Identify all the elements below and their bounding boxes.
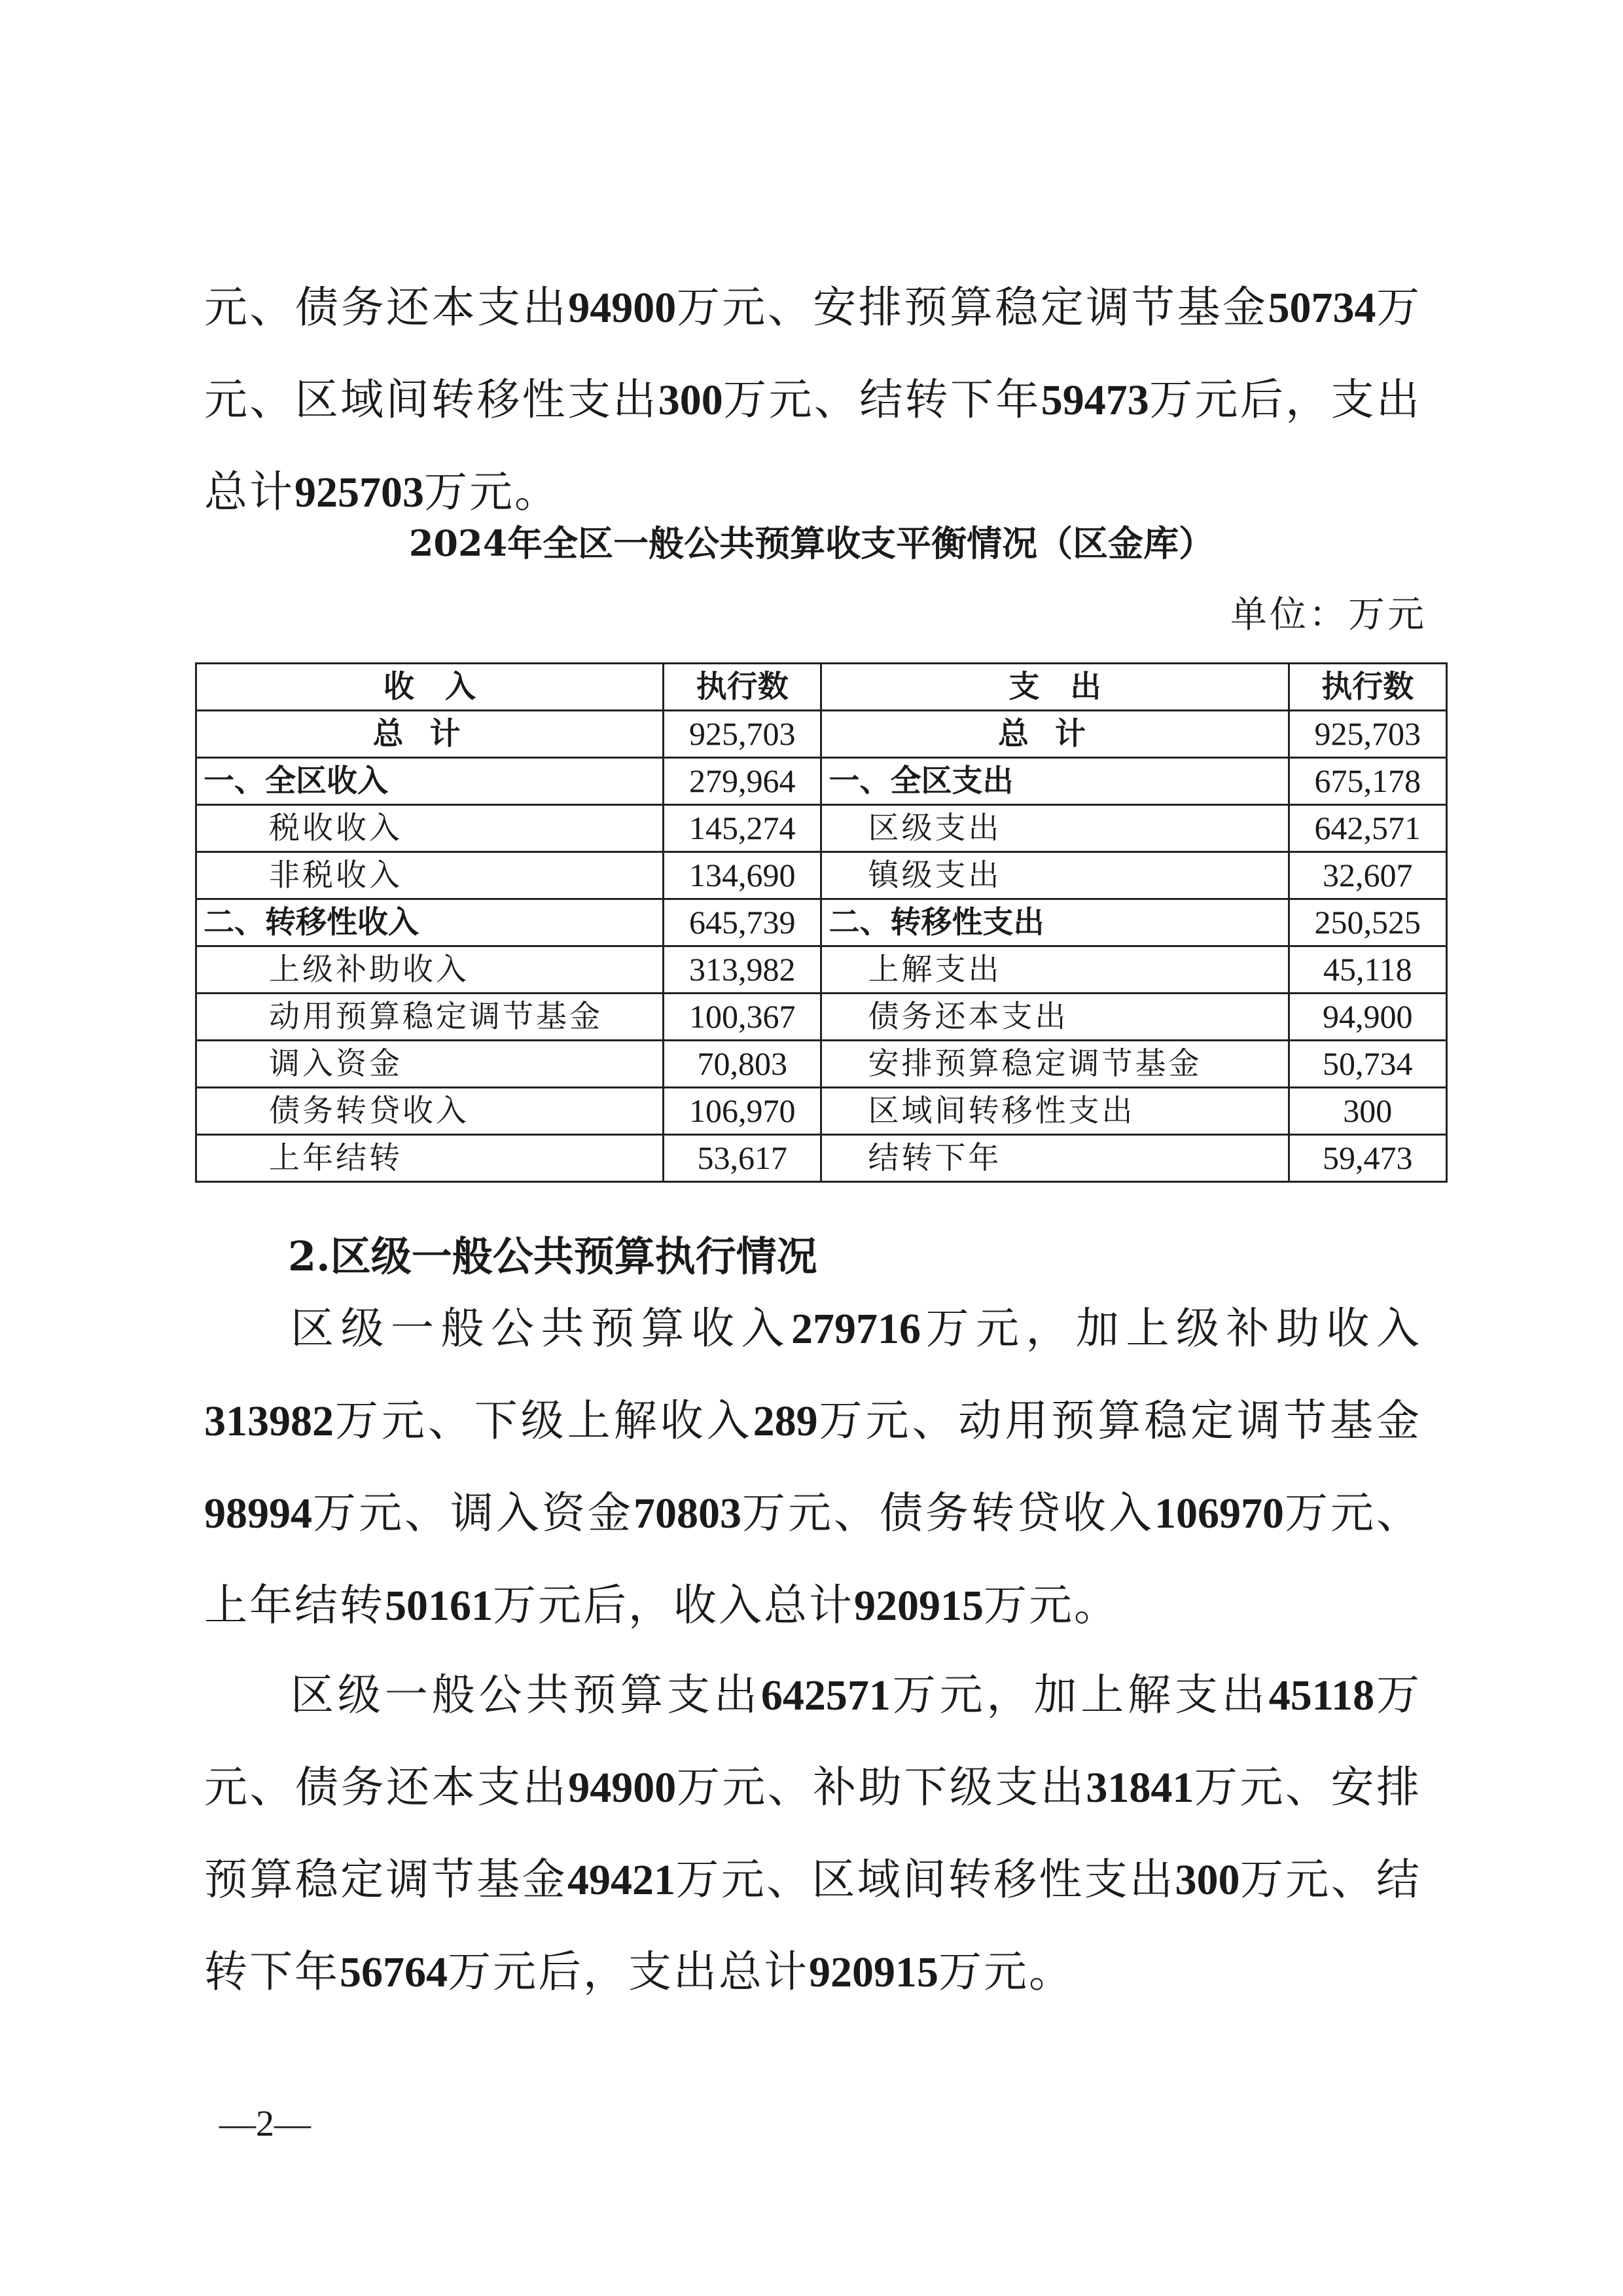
- paragraph-text: 万元。: [984, 1580, 1119, 1630]
- paragraph-number: 642571: [760, 1672, 891, 1719]
- table-row: [196, 852, 1447, 899]
- paragraph-text: 万元、动用预算稳定调节基金: [817, 1395, 1422, 1446]
- table-row: [196, 758, 1447, 805]
- paragraph-number: 70803: [633, 1490, 741, 1537]
- expense-item-value: 45,118: [1289, 946, 1446, 994]
- paragraph-number: 300: [658, 376, 723, 424]
- income-item-value: 645,739: [664, 899, 821, 946]
- paragraph-text: 万元、上年结转: [204, 1488, 1421, 1630]
- paragraph-text: 万元、安排预算稳定调节基金: [676, 282, 1268, 332]
- income-item-value: 313,982: [664, 946, 821, 994]
- budget-balance-table: [195, 662, 1448, 1183]
- paragraph-text: 万元后，收入总计: [493, 1580, 854, 1630]
- income-item-label: 二、转移性收入: [196, 899, 664, 946]
- expense-item-label: 债务还本支出: [821, 994, 1289, 1041]
- header-income: 收 入: [196, 664, 664, 711]
- expense-item-value: 300: [1289, 1088, 1446, 1135]
- total-income-label: 总计: [196, 711, 664, 758]
- paragraph-text: 区级一般公共预算支出: [291, 1670, 761, 1720]
- expense-item-value: 59,473: [1289, 1135, 1446, 1182]
- paragraph-expense: [204, 1649, 1421, 2018]
- paragraph-number: 279716: [791, 1305, 921, 1353]
- paragraph-number: 50734: [1268, 284, 1376, 332]
- income-item-label: 债务转贷收入: [196, 1088, 664, 1135]
- paragraph-number: 300: [1175, 1856, 1240, 1904]
- header-expense-amount: 执行数: [1289, 664, 1446, 711]
- paragraph-number: 289: [753, 1397, 818, 1445]
- expense-item-value: 94,900: [1289, 994, 1446, 1041]
- top-paragraph: [204, 262, 1421, 539]
- header-income-amount: 执行数: [664, 664, 821, 711]
- paragraph-text: 万元，加上解支出: [890, 1670, 1269, 1720]
- income-item-value: 70,803: [664, 1041, 821, 1088]
- income-item-value: 53,617: [664, 1135, 821, 1182]
- paragraph-number: 106970: [1154, 1490, 1284, 1537]
- paragraph-number: 50161: [385, 1582, 493, 1630]
- paragraph-text: 万元。: [938, 1946, 1074, 1997]
- paragraph-number: 94900: [568, 1764, 677, 1812]
- table-row: [196, 946, 1447, 994]
- income-item-label: 调入资金: [196, 1041, 664, 1088]
- expense-item-value: 642,571: [1289, 805, 1446, 852]
- income-item-label: 非税收入: [196, 852, 664, 899]
- paragraph-number: 31841: [1086, 1764, 1194, 1812]
- table-row: [196, 1088, 1447, 1135]
- expense-item-label: 上解支出: [821, 946, 1289, 994]
- total-expense-value: 925,703: [1289, 711, 1446, 758]
- paragraph-number: 49421: [567, 1856, 675, 1904]
- paragraph-text: 万元、结转下年: [204, 1854, 1421, 1997]
- income-item-label: 上年结转: [196, 1135, 664, 1182]
- paragraph-number: 920915: [809, 1948, 938, 1996]
- paragraph-text: 万元、补助下级支出: [676, 1762, 1086, 1812]
- paragraph-text: 万元、债务转贷收入: [741, 1488, 1154, 1538]
- expense-item-value: 250,525: [1289, 899, 1446, 946]
- expense-item-value: 32,607: [1289, 852, 1446, 899]
- paragraph-text: 万元后，支出总计: [448, 1946, 809, 1997]
- paragraph-number: 920915: [854, 1582, 984, 1630]
- paragraph-text: 万元、调入资金: [312, 1488, 633, 1538]
- paragraph-text: 万元，加上级补助收入: [921, 1303, 1421, 1354]
- income-item-label: 税收收入: [196, 805, 664, 852]
- section-heading: 2.区级一般公共预算执行情况: [288, 1232, 817, 1280]
- paragraph-number: 56764: [340, 1948, 448, 1996]
- paragraph-number: 98994: [204, 1490, 312, 1537]
- paragraph-income: [204, 1283, 1421, 1652]
- paragraph-text: 万元后，支出总计: [204, 374, 1421, 517]
- table-row: [196, 1135, 1447, 1182]
- expense-item-label: 安排预算稳定调节基金: [821, 1041, 1289, 1088]
- table-unit: 单位：万元: [1230, 594, 1427, 636]
- table-total-row: [196, 711, 1447, 758]
- paragraph-text: 万元、结转下年: [722, 374, 1041, 425]
- table-row: [196, 805, 1447, 852]
- table-row: [196, 1041, 1447, 1088]
- income-item-label: 动用预算稳定调节基金: [196, 994, 664, 1041]
- paragraph-number: 45118: [1268, 1672, 1375, 1719]
- expense-item-label: 区级支出: [821, 805, 1289, 852]
- paragraph-number: 59473: [1041, 376, 1149, 424]
- header-expense: 支 出: [821, 664, 1289, 711]
- table-row: [196, 899, 1447, 946]
- paragraph-text: 万元、区域间转移性支出: [204, 282, 1422, 425]
- paragraph-text: 万元、安排预算稳定调节基金: [204, 1762, 1422, 1905]
- income-item-value: 279,964: [664, 758, 821, 805]
- expense-item-label: 区域间转移性支出: [821, 1088, 1289, 1135]
- paragraph-text: 万元、区域间转移性支出: [675, 1854, 1175, 1905]
- total-income-value: 925,703: [664, 711, 821, 758]
- income-item-value: 100,367: [664, 994, 821, 1041]
- expense-item-value: 675,178: [1289, 758, 1446, 805]
- paragraph-text: 万元。: [424, 467, 560, 517]
- paragraph-number: 94900: [568, 284, 677, 332]
- table-title: 2024年全区一般公共预算收支平衡情况（区金库）: [408, 522, 1215, 564]
- paragraph-text: 区级一般公共预算收入: [291, 1303, 791, 1354]
- income-item-value: 134,690: [664, 852, 821, 899]
- paragraph-text: 元、债务还本支出: [204, 282, 569, 332]
- paragraph-text: 万元、下级上解收入: [334, 1395, 753, 1446]
- expense-item-label: 二、转移性支出: [821, 899, 1289, 946]
- expense-item-label: 一、全区支出: [821, 758, 1289, 805]
- page-number: —2—: [219, 2104, 311, 2144]
- paragraph-number: 925703: [294, 469, 424, 516]
- table-row: [196, 994, 1447, 1041]
- expense-item-label: 镇级支出: [821, 852, 1289, 899]
- income-item-label: 一、全区收入: [196, 758, 664, 805]
- total-expense-label: 总计: [821, 711, 1289, 758]
- income-item-label: 上级补助收入: [196, 946, 664, 994]
- expense-item-value: 50,734: [1289, 1041, 1446, 1088]
- paragraph-number: 313982: [204, 1397, 334, 1445]
- table-header-row: [196, 664, 1447, 711]
- expense-item-label: 结转下年: [821, 1135, 1289, 1182]
- paragraph-text: 万元、债务还本支出: [204, 1670, 1422, 1812]
- income-item-value: 145,274: [664, 805, 821, 852]
- income-item-value: 106,970: [664, 1088, 821, 1135]
